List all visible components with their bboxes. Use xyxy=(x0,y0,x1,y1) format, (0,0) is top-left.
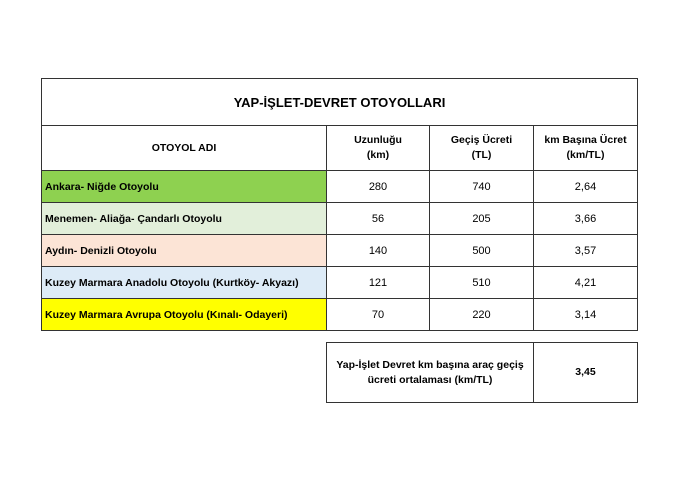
road-fee: 205 xyxy=(430,203,534,235)
road-name: Kuzey Marmara Anadolu Otoyolu (Kurtköy- Akyazı) xyxy=(42,267,327,299)
average-label-line2: ücreti ortalaması (km/TL) xyxy=(367,373,493,386)
table-row xyxy=(42,171,638,203)
header-per-km-line1: km Başına Ücret xyxy=(544,134,627,146)
road-fee: 220 xyxy=(430,299,534,331)
road-name: Ankara- Niğde Otoyolu xyxy=(42,171,327,203)
road-length: 280 xyxy=(327,171,430,203)
header-fee-line2: (TL) xyxy=(471,149,492,161)
header-name: OTOYOL ADI xyxy=(42,126,327,171)
road-length: 70 xyxy=(327,299,430,331)
toll-roads-table xyxy=(41,78,638,331)
header-per-km xyxy=(534,126,638,171)
road-per-km: 3,14 xyxy=(534,299,638,331)
road-per-km: 2,64 xyxy=(534,171,638,203)
road-per-km: 4,21 xyxy=(534,267,638,299)
header-length-line1: Uzunluğu xyxy=(354,134,402,146)
road-fee: 740 xyxy=(430,171,534,203)
average-value: 3,45 xyxy=(534,343,638,403)
header-fee-line1: Geçiş Ücreti xyxy=(450,134,513,146)
road-per-km: 3,57 xyxy=(534,235,638,267)
table-row xyxy=(42,203,638,235)
header-fee xyxy=(430,126,534,171)
road-length: 140 xyxy=(327,235,430,267)
average-label xyxy=(327,343,534,403)
table-row xyxy=(42,267,638,299)
average-summary-table xyxy=(326,342,638,403)
table-row xyxy=(42,299,638,331)
header-length-line2: (km) xyxy=(366,149,390,161)
header-row xyxy=(42,126,638,171)
table-row xyxy=(42,235,638,267)
road-name: Menemen- Aliağa- Çandarlı Otoyolu xyxy=(42,203,327,235)
header-per-km-line2: (km/TL) xyxy=(566,149,605,161)
header-length xyxy=(327,126,430,171)
average-label-line1: Yap-İşlet Devret km başına araç geçiş xyxy=(336,358,524,371)
road-length: 56 xyxy=(327,203,430,235)
table-title: YAP-İŞLET-DEVRET OTOYOLLARI xyxy=(42,79,638,126)
road-fee: 500 xyxy=(430,235,534,267)
road-name: Kuzey Marmara Avrupa Otoyolu (Kınalı- Odayeri) xyxy=(42,299,327,331)
road-per-km: 3,66 xyxy=(534,203,638,235)
road-name: Aydın- Denizli Otoyolu xyxy=(42,235,327,267)
road-length: 121 xyxy=(327,267,430,299)
road-fee: 510 xyxy=(430,267,534,299)
